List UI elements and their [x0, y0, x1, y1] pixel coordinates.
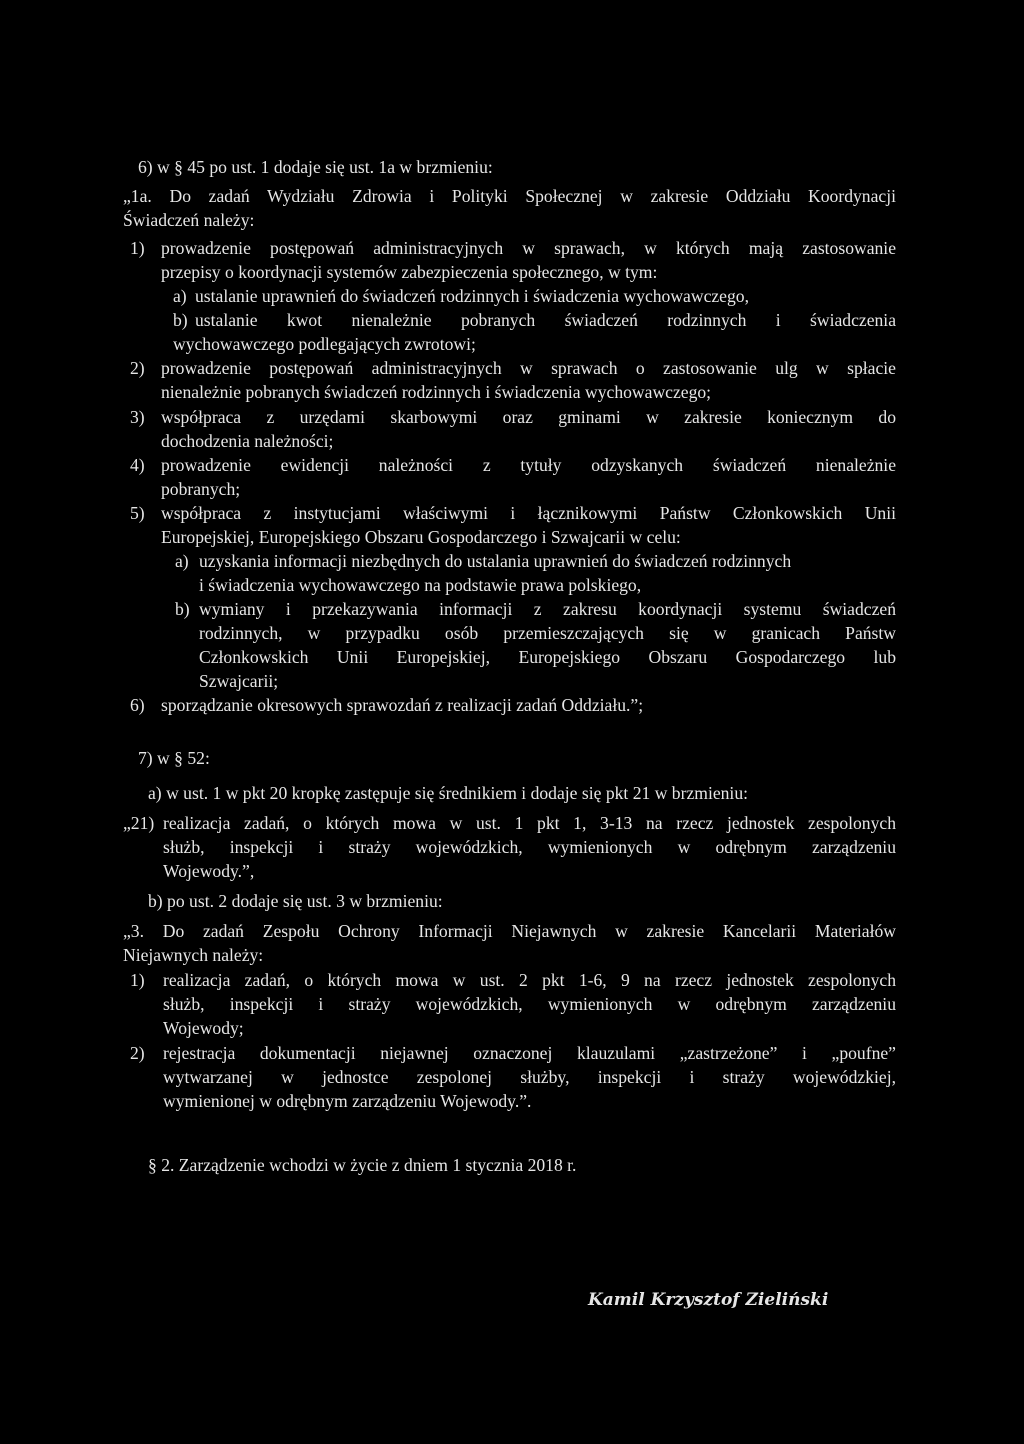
list-item-text: i świadczenia wychowawczego na podstawie prawa polskiego,: [199, 575, 642, 595]
list-number: 2): [130, 1043, 145, 1063]
list-number: 3): [130, 407, 145, 427]
list-number: 1): [130, 970, 145, 990]
paragraph-3-intro: „3. Do zadań Zespołu Ochrony Informacji Niejawnych w zakresie Kancelarii Materiałów: [123, 921, 896, 941]
list-item-text: realizacja zadań, o których mowa w ust. 2 pkt 1-6, 9 na rzecz jednostek zespolonych: [163, 970, 896, 990]
list-letter: a): [175, 551, 189, 571]
list-item-text: współpraca z urzędami skarbowymi oraz gminami w zakresie koniecznym do: [161, 407, 896, 427]
list-item-text: Wojewody;: [163, 1018, 244, 1038]
paragraph-1a-intro: „1a. Do zadań Wydziału Zdrowia i Polityki Społecznej w zakresie Oddziału Koordynacji: [123, 186, 896, 206]
list-item-text: dochodzenia należności;: [161, 431, 334, 451]
list-item-text: wychowawczego podlegających zwrotowi;: [173, 334, 476, 354]
list-letter: b): [173, 310, 188, 330]
list-number: „21): [123, 813, 155, 833]
list-number: 5): [130, 503, 145, 523]
list-item-text: pobranych;: [161, 479, 241, 499]
list-letter: a): [173, 286, 187, 306]
section-6-header: 6) w § 45 po ust. 1 dodaje się ust. 1a w brzmieniu:: [138, 157, 493, 177]
list-item-text: Szwajcarii;: [199, 671, 279, 691]
list-item-text: sporządzanie okresowych sprawozdań z realizacji zadań Oddziału.”;: [161, 695, 644, 715]
section-2-final: § 2. Zarządzenie wchodzi w życie z dniem 1 stycznia 2018 r.: [148, 1155, 577, 1175]
list-item-text: Członkowskich Unii Europejskiej, Europejskiego Obszaru Gospodarczego lub: [199, 647, 896, 667]
list-item-text: ustalanie uprawnień do świadczeń rodzinnych i świadczenia wychowawczego,: [195, 286, 749, 306]
paragraph-3-intro-cont: Niejawnych należy:: [123, 945, 264, 965]
list-item-text: rejestracja dokumentacji niejawnej oznaczonej klauzulami „zastrzeżone” i „poufne”: [163, 1043, 896, 1063]
list-item-text: służb, inspekcji i straży wojewódzkich, wymienionych w odrębnym zarządzeniu: [163, 994, 896, 1014]
list-item-text: prowadzenie postępowań administracyjnych w sprawach, w których mają zastosowanie: [161, 238, 896, 258]
signature: Kamil Krzysztof Zieliński: [588, 1290, 829, 1310]
list-item-text: prowadzenie postępowań administracyjnych w sprawach o zastosowanie ulg w spłacie: [161, 358, 896, 378]
list-item-text: przepisy o koordynacji systemów zabezpieczenia społecznego, w tym:: [161, 262, 658, 282]
list-item-text: realizacja zadań, o których mowa w ust. 1 pkt 1, 3-13 na rzecz jednostek zespolonych: [163, 813, 896, 833]
list-item-text: służb, inspekcji i straży wojewódzkich, wymienionych w odrębnym zarządzeniu: [163, 837, 896, 857]
list-item-text: wymienionej w odrębnym zarządzeniu Wojewody.”.: [163, 1091, 532, 1111]
list-item-text: rodzinnych, w przypadku osób przemieszczających się w granicach Państw: [199, 623, 896, 643]
list-item-text: wytwarzanej w jednostce zespolonej służby, inspekcji i straży wojewódzkiej,: [163, 1067, 896, 1087]
paragraph-1a-intro-cont: Świadczeń należy:: [123, 210, 255, 230]
section-7b: b) po ust. 2 dodaje się ust. 3 w brzmieniu:: [148, 891, 443, 911]
list-item-text: prowadzenie ewidencji należności z tytuły odzyskanych świadczeń nienależnie: [161, 455, 896, 475]
list-letter: b): [175, 599, 190, 619]
list-number: 2): [130, 358, 145, 378]
list-item-text: ustalanie kwot nienależnie pobranych świadczeń rodzinnych i świadczenia: [195, 310, 896, 330]
list-number: 6): [130, 695, 145, 715]
list-number: 1): [130, 238, 145, 258]
list-item-text: nienależnie pobranych świadczeń rodzinnych i świadczenia wychowawczego;: [161, 382, 712, 402]
list-item-text: współpraca z instytucjami właściwymi i łącznikowymi Państw Członkowskich Unii: [161, 503, 896, 523]
list-item-text: uzyskania informacji niezbędnych do ustalania uprawnień do świadczeń rodzinnych: [199, 551, 792, 571]
list-item-text: Europejskiej, Europejskiego Obszaru Gospodarczego i Szwajcarii w celu:: [161, 527, 681, 547]
section-7-header: 7) w § 52:: [138, 748, 210, 768]
list-number: 4): [130, 455, 145, 475]
list-item-text: wymiany i przekazywania informacji z zakresu koordynacji systemu świadczeń: [199, 599, 896, 619]
section-7a: a) w ust. 1 w pkt 20 kropkę zastępuje się średnikiem i dodaje się pkt 21 w brzmieniu:: [148, 783, 749, 803]
list-item-text: Wojewody.”,: [163, 861, 255, 881]
